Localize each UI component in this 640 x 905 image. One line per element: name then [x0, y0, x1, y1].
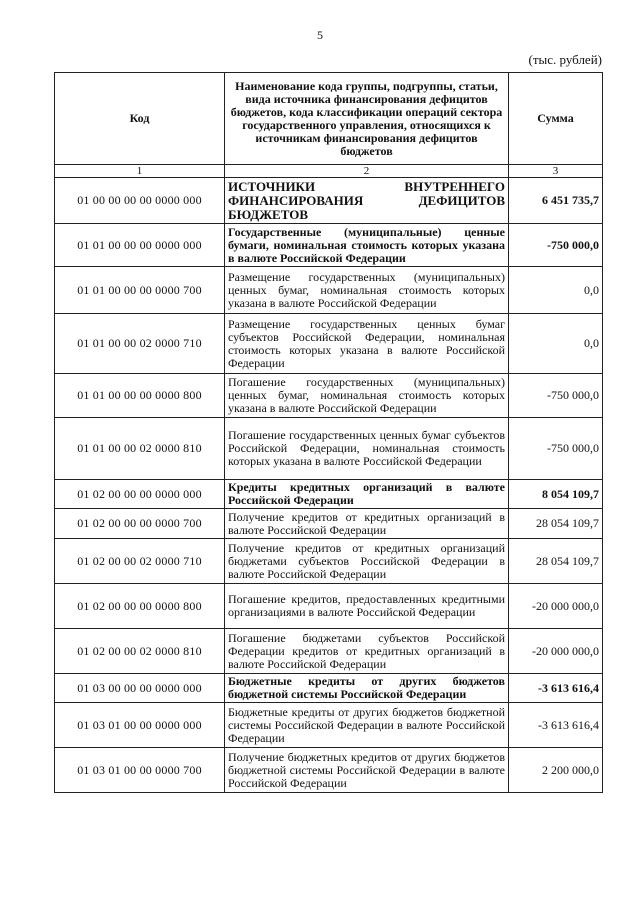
- row-code: 01 02 00 00 00 0000 000: [55, 480, 225, 509]
- row-name: Получение кредитов от кредитных организаций бюджетами субъектов Российской Федерации в валюте Российской Федерации: [225, 539, 509, 584]
- row-code: 01 03 01 00 00 0000 000: [55, 703, 225, 748]
- row-name: Погашение кредитов, предоставленных кредитными организациями в валюте Российской Федерации: [225, 584, 509, 629]
- row-name: Погашение бюджетами субъектов Российской Федерации кредитов от кредитных организаций в валюте Российской Федерации: [225, 629, 509, 674]
- table-row: [55, 584, 603, 629]
- row-name: Погашение государственных (муниципальных) ценных бумаг, номинальная стоимость которых указана в валюте Российской Федерации: [225, 374, 509, 418]
- table-row: [55, 314, 603, 374]
- row-sum: -3 613 616,4: [509, 703, 603, 748]
- row-sum: 28 054 109,7: [509, 539, 603, 584]
- row-code: 01 02 00 00 02 0000 710: [55, 539, 225, 584]
- row-code: 01 02 00 00 00 0000 700: [55, 509, 225, 539]
- column-number: 2: [225, 165, 509, 178]
- row-sum: 0,0: [509, 314, 603, 374]
- row-name: Погашение государственных ценных бумаг субъектов Российской Федерации, номинальная стоимость которых указана в валюте Российской Федерации: [225, 418, 509, 480]
- table-row: [55, 674, 603, 703]
- financing-sources-table: [54, 72, 603, 793]
- row-sum: -20 000 000,0: [509, 584, 603, 629]
- row-name: Получение кредитов от кредитных организаций в валюте Российской Федерации: [225, 509, 509, 539]
- row-sum: -750 000,0: [509, 224, 603, 267]
- table-row: [55, 629, 603, 674]
- row-code: 01 01 00 00 00 0000 700: [55, 267, 225, 314]
- table-row: [55, 224, 603, 267]
- table-row: [55, 480, 603, 509]
- table-header-row: [55, 73, 603, 165]
- page-number: 5: [317, 28, 323, 42]
- row-code: 01 02 00 00 00 0000 800: [55, 584, 225, 629]
- row-name: Бюджетные кредиты от других бюджетов бюджетной системы Российской Федерации: [225, 674, 509, 703]
- row-code: 01 02 00 00 02 0000 810: [55, 629, 225, 674]
- table-row: [55, 509, 603, 539]
- row-sum: 0,0: [509, 267, 603, 314]
- row-name: Кредиты кредитных организаций в валюте Российской Федерации: [225, 480, 509, 509]
- row-name: Размещение государственных (муниципальных) ценных бумаг, номинальная стоимость которых указана в валюте Российской Федерации: [225, 267, 509, 314]
- row-code: 01 03 01 00 00 0000 700: [55, 748, 225, 793]
- row-name: Государственные (муниципальные) ценные бумаги, номинальная стоимость которых указана в валюте Российской Федерации: [225, 224, 509, 267]
- row-name: Размещение государственных ценных бумаг субъектов Российской Федерации, номинальная стоимость которых указана в валюте Российской Федерации: [225, 314, 509, 374]
- header-code: Код: [55, 73, 225, 165]
- row-name: Получение бюджетных кредитов от других бюджетов бюджетной системы Российской Федерации в валюте Российской Федерации: [225, 748, 509, 793]
- row-sum: -3 613 616,4: [509, 674, 603, 703]
- row-sum: 28 054 109,7: [509, 509, 603, 539]
- units-label: (тыс. рублей): [528, 52, 602, 67]
- row-name: Бюджетные кредиты от других бюджетов бюджетной системы Российской Федерации в валюте Российской Федерации: [225, 703, 509, 748]
- table-row: [55, 418, 603, 480]
- row-code: 01 01 00 00 02 0000 810: [55, 418, 225, 480]
- table-row: [55, 748, 603, 793]
- table-row: [55, 703, 603, 748]
- table-row: [55, 374, 603, 418]
- column-number-row: [55, 165, 603, 178]
- row-sum: 8 054 109,7: [509, 480, 603, 509]
- row-sum: -20 000 000,0: [509, 629, 603, 674]
- table-row: [55, 178, 603, 224]
- column-number: 3: [509, 165, 603, 178]
- row-sum: -750 000,0: [509, 374, 603, 418]
- column-number: 1: [55, 165, 225, 178]
- row-code: 01 01 00 00 00 0000 000: [55, 224, 225, 267]
- table-row: [55, 267, 603, 314]
- row-code: 01 03 00 00 00 0000 000: [55, 674, 225, 703]
- header-sum: Сумма: [509, 73, 603, 165]
- row-name: ИСТОЧНИКИ ВНУТРЕННЕГО ФИНАНСИРОВАНИЯ ДЕФИЦИТОВ БЮДЖЕТОВ: [225, 178, 509, 224]
- row-code: 01 00 00 00 00 0000 000: [55, 178, 225, 224]
- row-sum: -750 000,0: [509, 418, 603, 480]
- row-code: 01 01 00 00 00 0000 800: [55, 374, 225, 418]
- row-sum: 2 200 000,0: [509, 748, 603, 793]
- row-code: 01 01 00 00 02 0000 710: [55, 314, 225, 374]
- table-row: [55, 539, 603, 584]
- row-sum: 6 451 735,7: [509, 178, 603, 224]
- header-name: Наименование кода группы, подгруппы, статьи, вида источника финансирования дефицитов бюджетов, кода классификации операций сектора государственного управления, относящихся к источникам финансирования дефицитов бюджетов: [225, 73, 509, 165]
